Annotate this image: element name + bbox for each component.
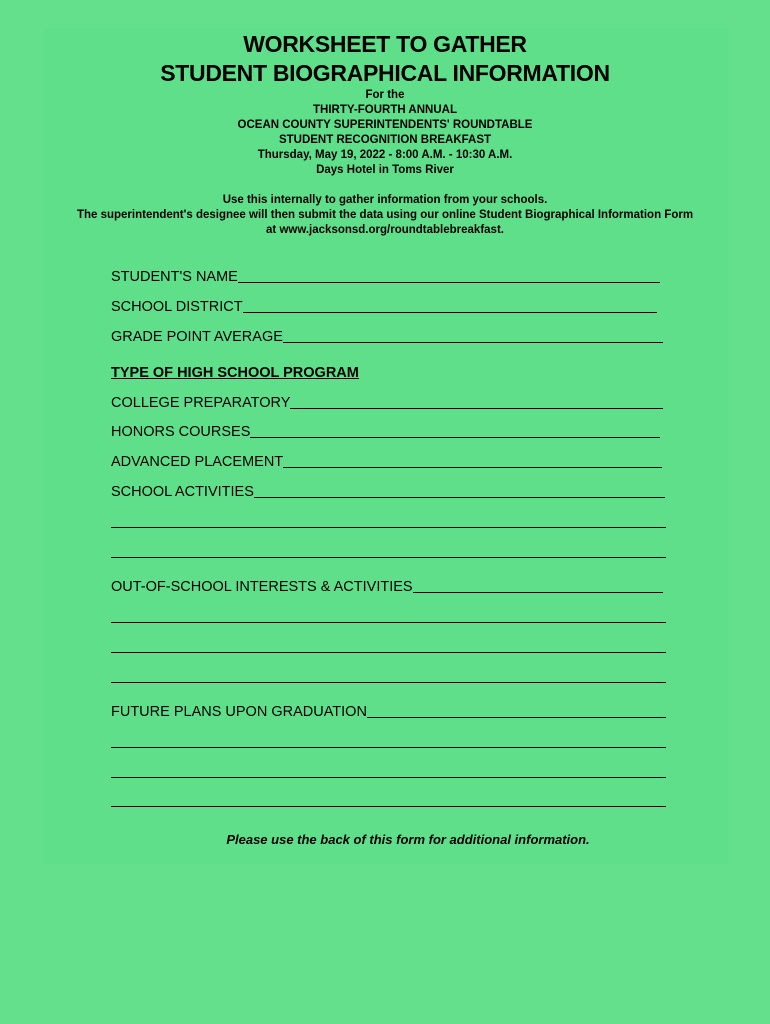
advanced-placement-line[interactable] [283, 466, 662, 468]
interests-blank-line-1[interactable] [111, 622, 666, 623]
school-activities-label: SCHOOL ACTIVITIES [111, 484, 254, 500]
student-name-label: STUDENT'S NAME [111, 269, 238, 285]
program-heading: TYPE OF HIGH SCHOOL PROGRAM [111, 365, 359, 381]
school-district-field[interactable] [111, 298, 657, 316]
student-name-line[interactable] [238, 281, 660, 283]
title-line-2: STUDENT BIOGRAPHICAL INFORMATION [160, 60, 610, 86]
interests-line[interactable] [413, 591, 663, 593]
venue-text: Days Hotel in Toms River [316, 164, 454, 176]
activities-blank-line-2[interactable] [111, 557, 666, 558]
roundtable-text: OCEAN COUNTY SUPERINTENDENTS' ROUNDTABLE [237, 119, 533, 131]
future-blank-line-2[interactable] [111, 777, 666, 778]
honors-label: HONORS COURSES [111, 424, 251, 440]
advanced-placement-label: ADVANCED PLACEMENT [111, 454, 284, 470]
instructions-line-3: at www.jacksonsd.org/roundtablebreakfast. [266, 224, 504, 236]
footer-note: Please use the back of this form for additional information. [226, 832, 590, 847]
school-activities-field[interactable] [111, 483, 665, 501]
instructions-line-1: Use this internally to gather information from your schools. [222, 194, 548, 206]
interests-blank-line-3[interactable] [111, 682, 666, 683]
future-plans-label: FUTURE PLANS UPON GRADUATION [111, 704, 367, 720]
advanced-placement-field[interactable] [111, 453, 662, 471]
future-blank-line-1[interactable] [111, 747, 666, 748]
title-line-1: WORKSHEET TO GATHER [243, 31, 527, 57]
instructions-line-2: The superintendent's designee will then submit the data using our online Student Biographical Information Form [76, 209, 694, 221]
future-plans-field[interactable] [111, 703, 666, 721]
breakfast-text: STUDENT RECOGNITION BREAKFAST [278, 134, 492, 146]
interests-blank-line-2[interactable] [111, 652, 666, 653]
interests-field[interactable] [111, 578, 663, 596]
for-the-text: For the [365, 89, 405, 101]
college-prep-line[interactable] [290, 407, 663, 409]
college-prep-label: COLLEGE PREPARATORY [111, 395, 291, 411]
gpa-label: GRADE POINT AVERAGE [111, 329, 283, 345]
annual-text: THIRTY-FOURTH ANNUAL [313, 104, 457, 116]
future-plans-line[interactable] [367, 716, 666, 718]
school-activities-line[interactable] [254, 496, 665, 498]
interests-label: OUT-OF-SCHOOL INTERESTS & ACTIVITIES [111, 579, 413, 595]
school-district-label: SCHOOL DISTRICT [111, 299, 243, 315]
school-district-line[interactable] [243, 311, 657, 313]
honors-field[interactable] [111, 423, 660, 441]
future-blank-line-3[interactable] [111, 806, 666, 807]
student-name-field[interactable] [111, 268, 660, 286]
college-prep-field[interactable] [111, 394, 663, 412]
gpa-field[interactable] [111, 328, 663, 346]
date-text: Thursday, May 19, 2022 - 8:00 A.M. - 10:30 A.M. [257, 149, 513, 161]
activities-blank-line-1[interactable] [111, 527, 666, 528]
honors-line[interactable] [250, 436, 660, 438]
gpa-line[interactable] [283, 341, 663, 343]
